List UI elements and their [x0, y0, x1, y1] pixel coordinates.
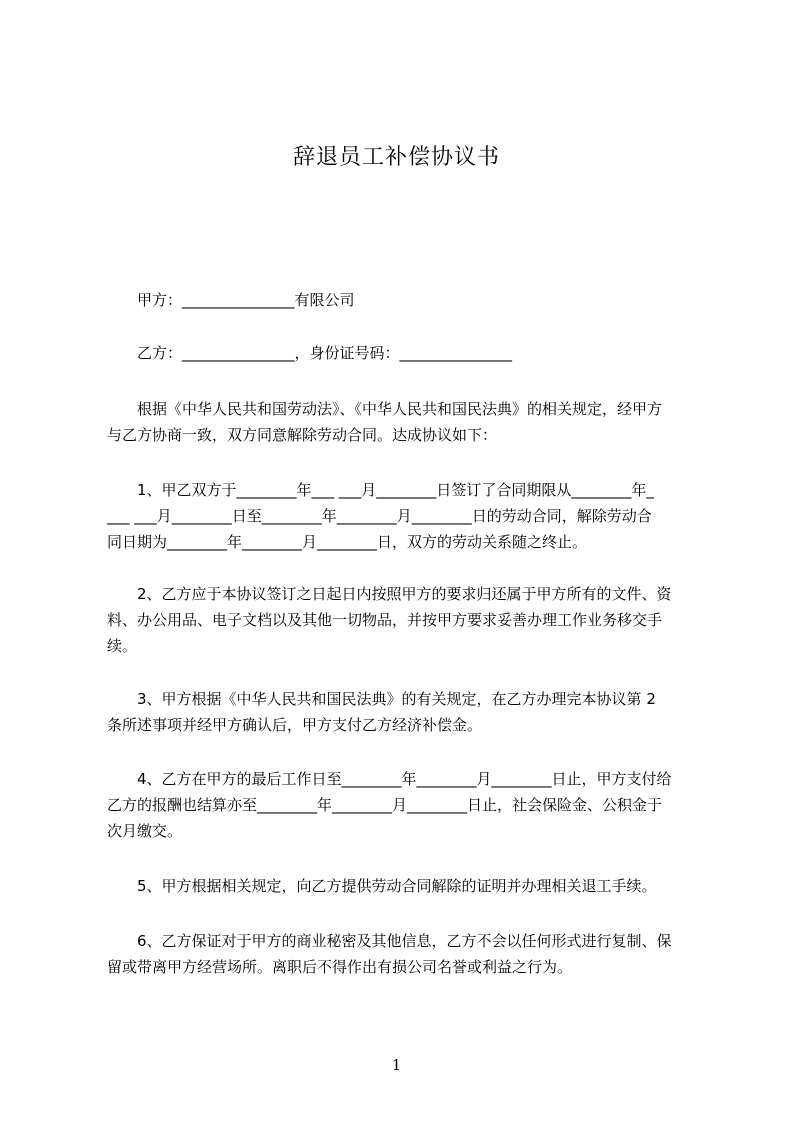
- party-b-line: 乙方：_______________，身份证号码：_______________: [137, 344, 513, 362]
- clause-6-line-2: 留或带离甲方经营场所。离职后不得作出有损公司名誉或利益之行为。: [107, 958, 573, 976]
- clause-3-line-1: 3、甲方根据《中华人民共和国民法典》的有关规定，在乙方办理完本协议第 2: [137, 690, 656, 708]
- clause-4-line-3: 次月缴交。: [107, 822, 183, 840]
- preamble-line-2: 与乙方协商一致，双方同意解除劳动合同。达成协议如下：: [107, 426, 498, 444]
- clause-6-line-1: 6、乙方保证对于甲方的商业秘密及其他信息，乙方不会以任何形式进行复制、保: [137, 932, 672, 950]
- clause-4-line-1: 4、乙方在甲方的最后工作日至________年________月________日止，甲方支付给: [137, 770, 672, 788]
- clause-2-line-3: 续。: [107, 637, 138, 655]
- preamble-line-1: 根据《中华人民共和国劳动法》、《中华人民共和国民法典》的相关规定，经甲方: [137, 400, 663, 418]
- party-a-line: 甲方：_______________有限公司: [137, 291, 355, 309]
- clause-5-line-1: 5、甲方根据相关规定，向乙方提供劳动合同解除的证明并办理相关退工手续。: [137, 877, 657, 895]
- clause-1-line-1: 1、甲乙双方于________年___ ___月________日签订了合同期限从________年_: [137, 481, 654, 499]
- page-number: 1: [391, 1056, 402, 1074]
- clause-2-line-2: 料、办公用品、电子文档以及其他一切物品，并按甲方要求妥善办理工作业务移交手: [107, 611, 663, 629]
- clause-1-line-3: 同日期为________年________月________日，双方的劳动关系随之终止。: [107, 533, 588, 551]
- clause-2-line-1: 2、乙方应于本协议签订之日起日内按照甲方的要求归还属于甲方所有的文件、资: [137, 585, 672, 603]
- clause-4-line-2: 乙方的报酬也结算亦至________年________月________日止，社会保险金、公积金于: [107, 796, 663, 814]
- document-title: 辞退员工补偿协议书: [292, 145, 500, 170]
- clause-1-line-2: ___ ___月________日至________年________月________日的劳动合同，解除劳动合: [107, 507, 652, 525]
- clause-3-line-2: 条所述事项并经甲方确认后，甲方支付乙方经济补偿金。: [107, 716, 483, 734]
